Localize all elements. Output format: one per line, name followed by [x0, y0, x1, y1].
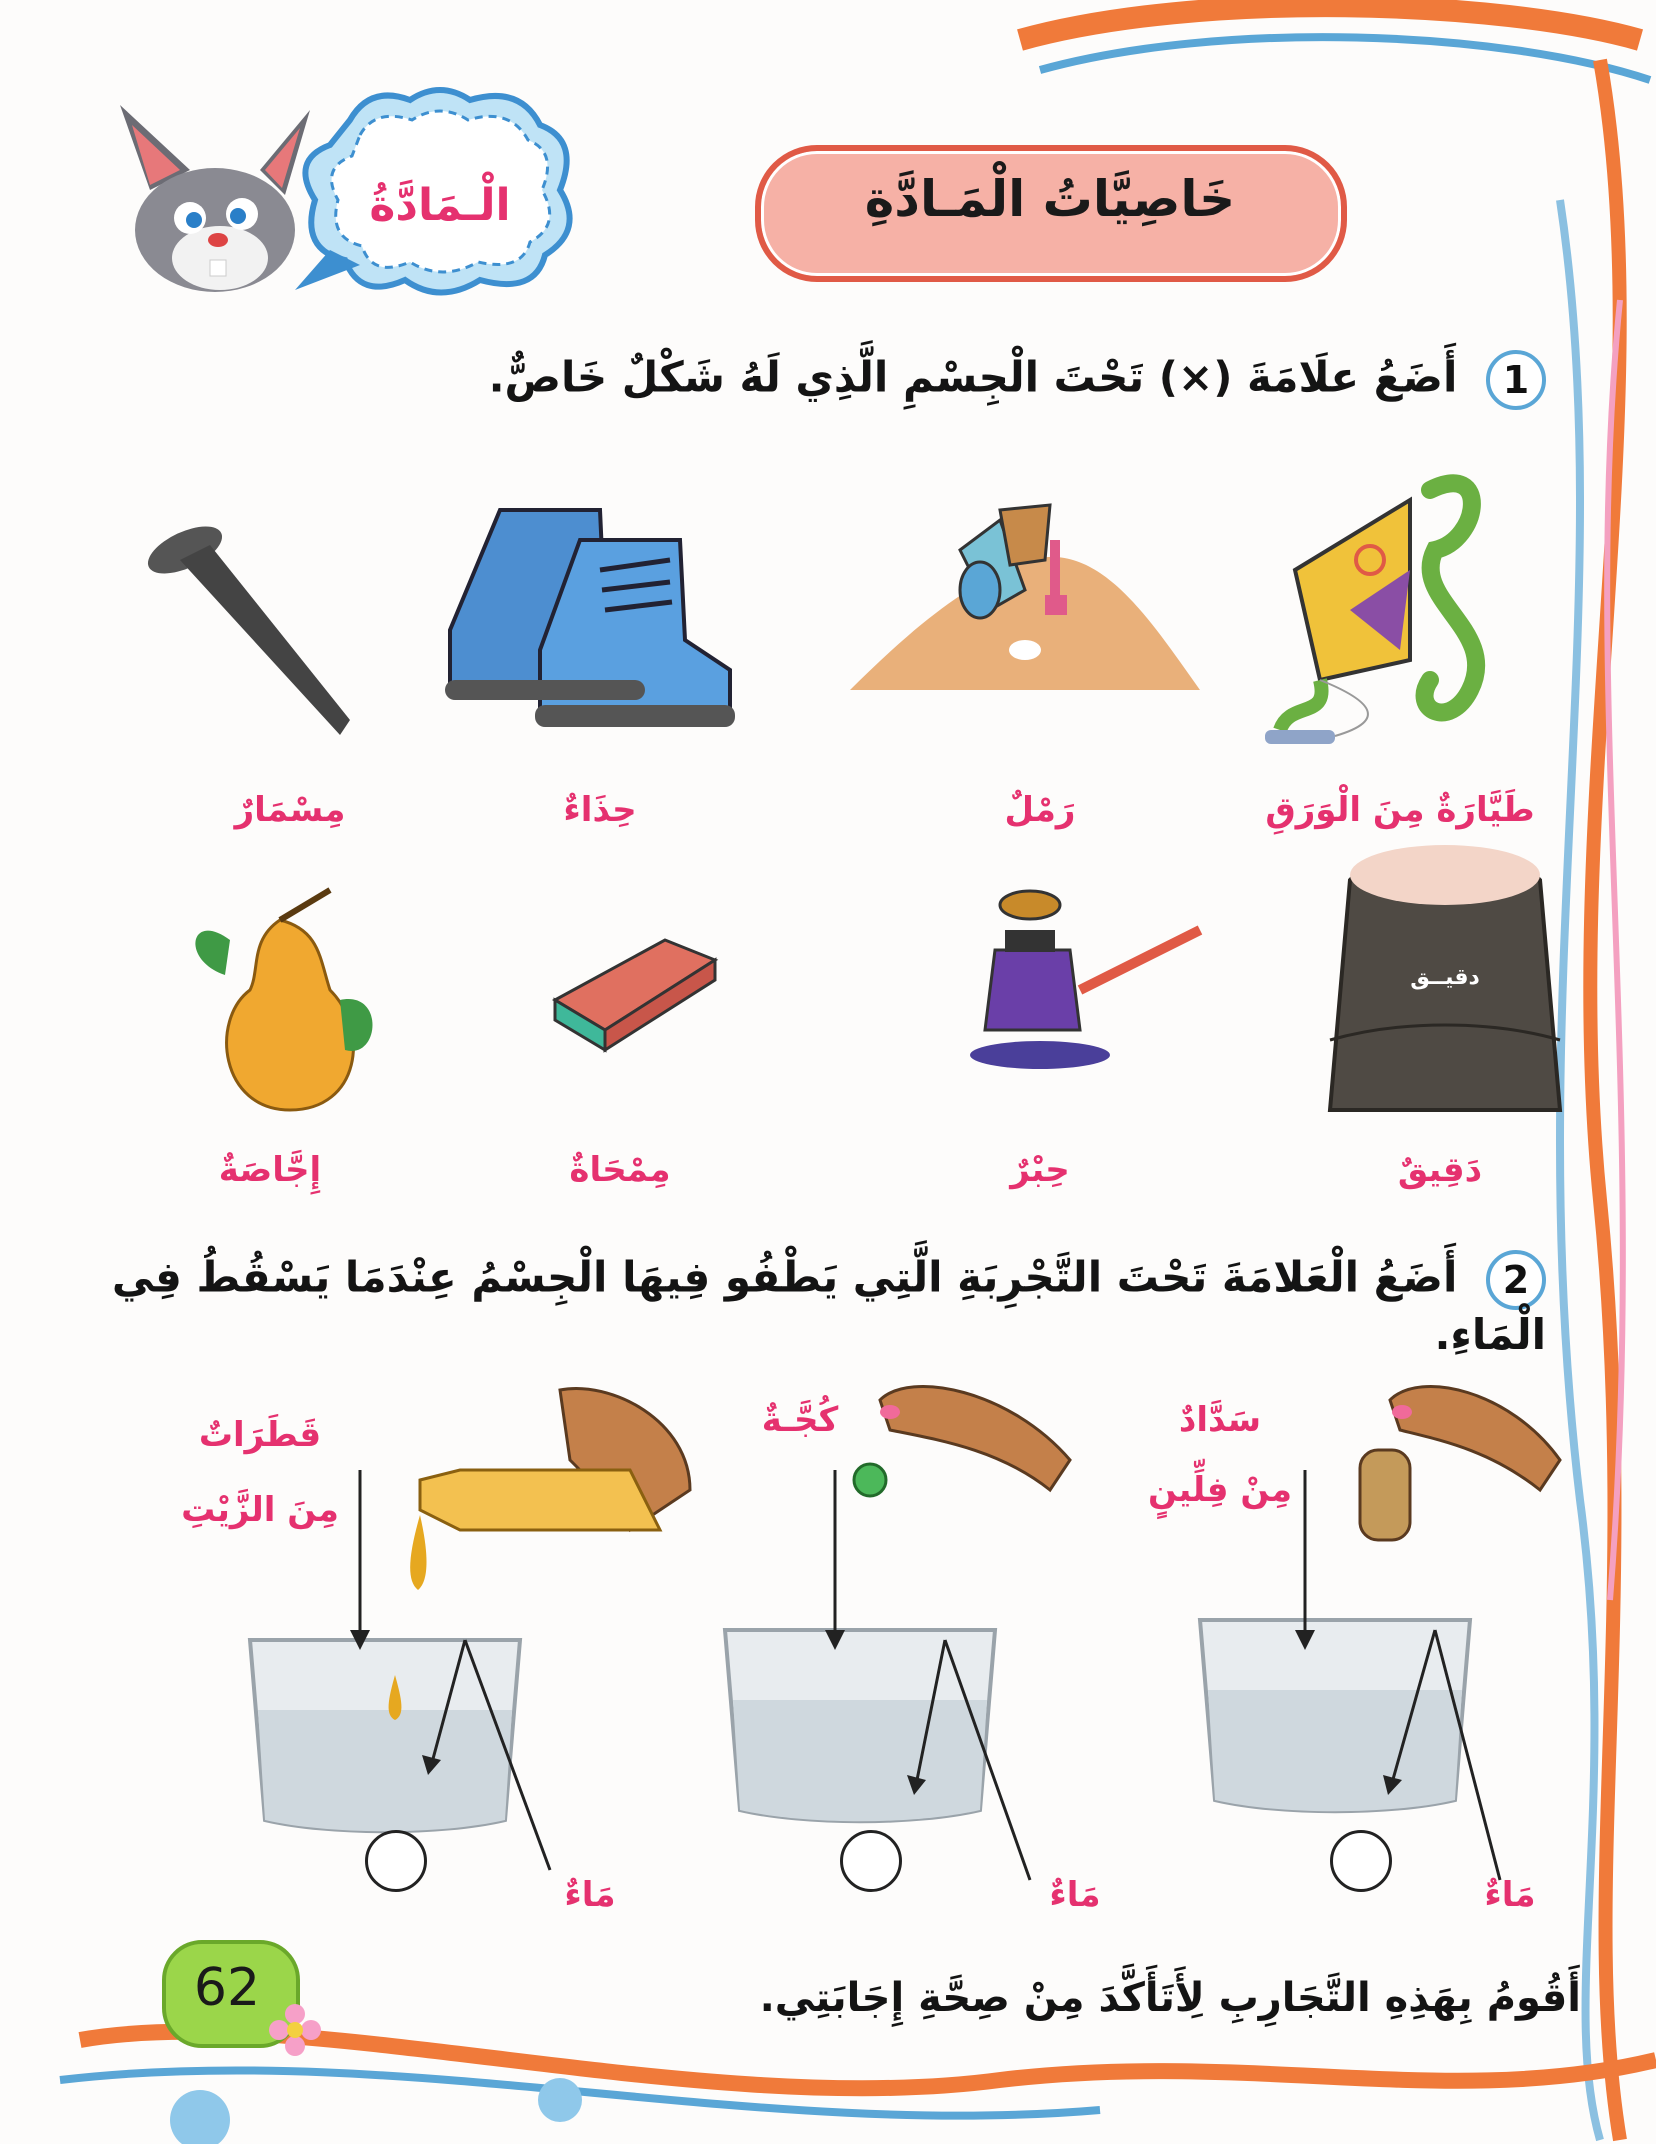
page-number: 62: [193, 1958, 261, 2018]
nail-icon: [140, 510, 380, 750]
kite-icon: [1260, 460, 1560, 760]
unit-bubble-label: الْـمَادَّةُ: [369, 180, 511, 231]
exp3-object-line2: مِنَ الزَّيْتِ: [181, 1490, 339, 1530]
ink-bottle-icon: [960, 880, 1220, 1100]
exp2-object-line1: كُجَّـةٌ: [761, 1400, 839, 1440]
flower-icon: [265, 2000, 325, 2060]
exp1-answer-circle[interactable]: [1330, 1830, 1392, 1892]
label-pear: إِجَّاصَةٌ: [218, 1150, 322, 1190]
lesson-title: خَاصِيَّاتُ الْمَـادَّةِ: [864, 170, 1236, 228]
eraser-icon: [545, 930, 725, 1060]
exp1-object-line2: مِنْ فِلِّينٍ: [1147, 1470, 1293, 1510]
flour-sack-text: دقيــق: [1410, 965, 1480, 990]
exp3-answer-circle[interactable]: [365, 1830, 427, 1892]
exp3-object-line1: قَطَرَاتٌ: [198, 1415, 322, 1455]
exp3-water-label: مَاءٌ: [564, 1875, 616, 1915]
label-nail: مِسْمَارٌ: [234, 790, 346, 830]
exp1-water-label: مَاءٌ: [1484, 1875, 1536, 1915]
exercise-2-number: 2: [1486, 1250, 1546, 1310]
exp1-arrows: [1290, 1450, 1590, 1900]
sand-icon: [850, 480, 1210, 720]
bunny-mascot-icon: [110, 100, 320, 300]
exercise-2-text: أَضَعُ الْعَلامَةَ تَحْتَ التَّجْرِبَةِ الَّتِي يَطْفُو فِيهَا الْجِسْمُ عِنْدَمَا يَسْقُطُ فِي الْمَاءِ.: [111, 1252, 1546, 1359]
exercise-1-instruction: [96, 350, 1546, 410]
exercise-2-instruction: [96, 1250, 1546, 1359]
exp2-water-label: مَاءٌ: [1049, 1875, 1101, 1915]
footer-note: أَقُومُ بِهَذِهِ التَّجَارِبِ لِأَتَأَكَّدَ مِنْ صِحَّةِ إِجَابَتِي.: [759, 1975, 1581, 2021]
label-boots: حِذَاءٌ: [563, 790, 637, 830]
exercise-1-text: أَضَعُ علَامَةَ (×) تَحْتَ الْجِسْمِ الَّذِي لَهُ شَكْلٌ خَاصٌّ.: [488, 352, 1458, 402]
pear-icon: [170, 880, 400, 1120]
exp1-object-line1: سَدَّادٌ: [1178, 1400, 1262, 1440]
exp2-answer-circle[interactable]: [840, 1830, 902, 1892]
label-ink: حِبْرٌ: [1010, 1150, 1070, 1190]
label-sand: رَمْلٌ: [1004, 790, 1076, 830]
label-flour: دَقِيقٌ: [1397, 1150, 1483, 1190]
exercise-1-number: 1: [1486, 350, 1546, 410]
label-kite: طَيَّارَةٌ مِنَ الْوَرَقِ: [1265, 790, 1535, 830]
boots-icon: [430, 490, 750, 740]
label-eraser: مِمْحَاةٌ: [569, 1150, 671, 1190]
